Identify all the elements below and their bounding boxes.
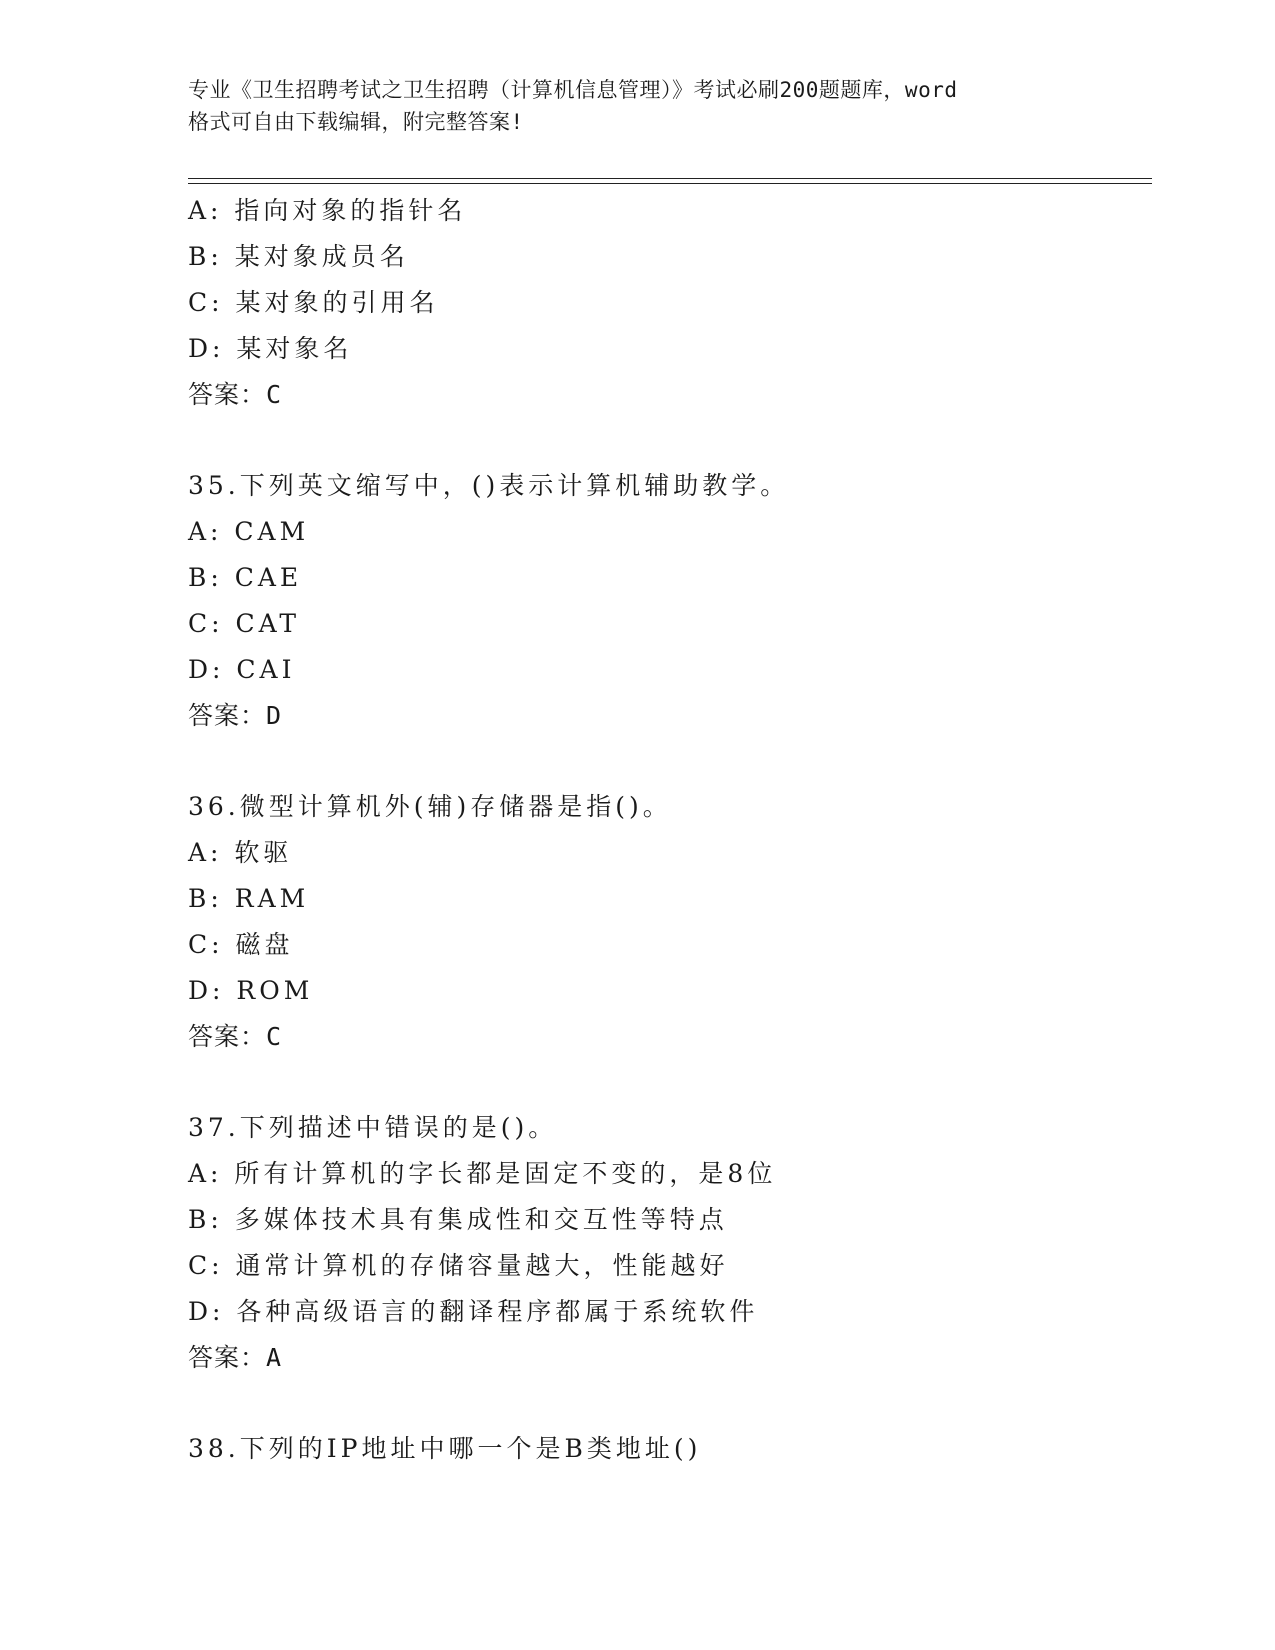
option-b: B: CAE <box>188 563 303 592</box>
option-c: C: 某对象的引用名 <box>188 288 439 317</box>
question-stem: 38.下列的IP地址中哪一个是B类地址() <box>188 1434 702 1463</box>
option-a: A: 软驱 <box>188 838 293 867</box>
option-a: A: 所有计算机的字长都是固定不变的，是8位 <box>188 1159 777 1188</box>
header-line-1: 专业《卫生招聘考试之卫生招聘（计算机信息管理）》考试必刷200题题库，word <box>188 78 958 102</box>
header-line-2: 格式可自由下载编辑，附完整答案! <box>188 110 524 134</box>
option-d: D: 某对象名 <box>188 334 353 363</box>
option-b: B: 多媒体技术具有集成性和交互性等特点 <box>188 1205 728 1234</box>
option-a: A: CAM <box>188 517 310 546</box>
question-35 <box>188 463 1138 739</box>
header-divider-bottom <box>188 183 1152 184</box>
answer: 答案：D <box>188 701 283 730</box>
question-list <box>188 188 1138 1472</box>
question-stem: 36.微型计算机外(辅)存储器是指()。 <box>188 792 672 821</box>
answer: 答案：C <box>188 1022 283 1051</box>
option-a: A: 指向对象的指针名 <box>188 196 467 225</box>
header-divider-top <box>188 178 1152 179</box>
document-header <box>188 74 1088 138</box>
option-d: D: ROM <box>188 976 314 1005</box>
option-b: B: RAM <box>188 884 310 913</box>
option-b: B: 某对象成员名 <box>188 242 409 271</box>
answer: 答案：A <box>188 1343 283 1372</box>
question-36 <box>188 784 1138 1060</box>
option-d: D: CAI <box>188 655 296 684</box>
option-d: D: 各种高级语言的翻译程序都属于系统软件 <box>188 1297 759 1326</box>
question-37 <box>188 1105 1138 1381</box>
question-stem: 37.下列描述中错误的是()。 <box>188 1113 558 1142</box>
question-34 <box>188 188 1138 418</box>
answer: 答案：C <box>188 380 283 409</box>
question-38 <box>188 1426 1138 1472</box>
option-c: C: 通常计算机的存储容量越大，性能越好 <box>188 1251 729 1280</box>
option-c: C: CAT <box>188 609 300 638</box>
question-stem: 35.下列英文缩写中，()表示计算机辅助教学。 <box>188 471 790 500</box>
option-c: C: 磁盘 <box>188 930 294 959</box>
